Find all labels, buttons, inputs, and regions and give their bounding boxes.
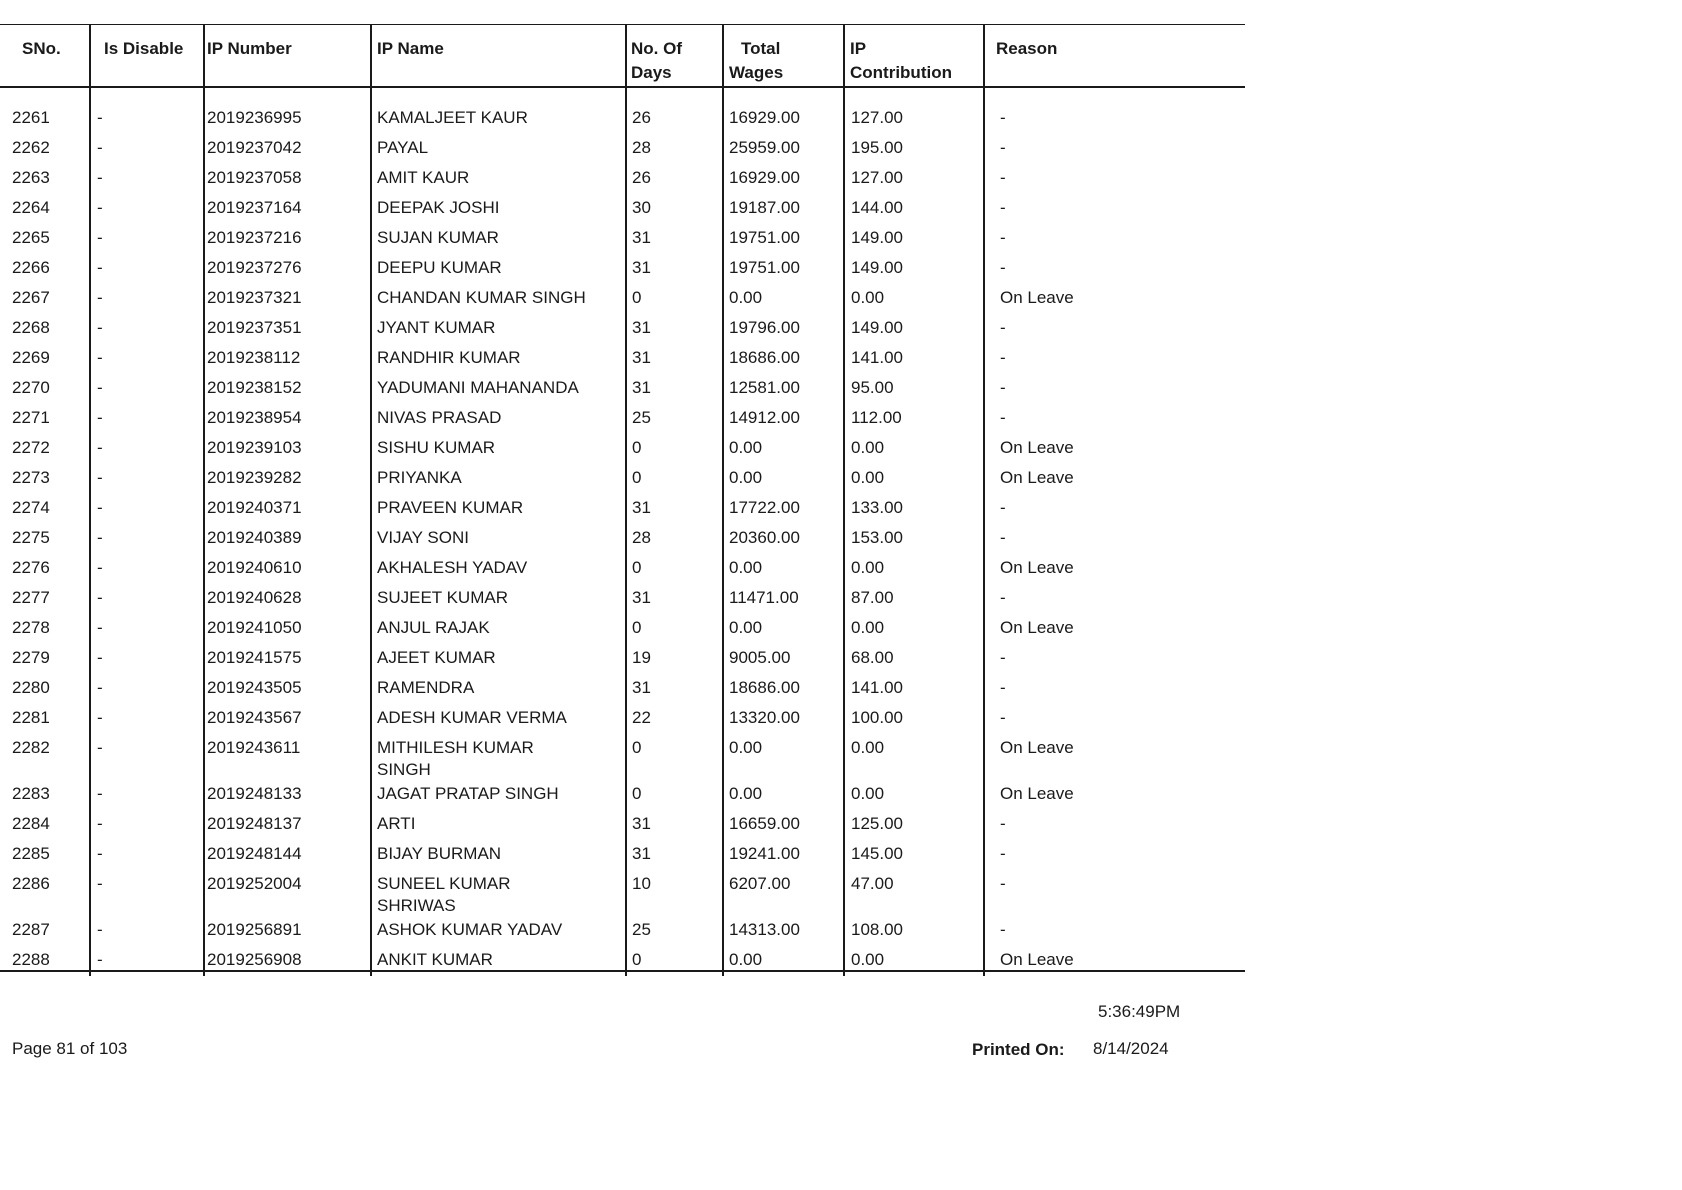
cell-ip-contribution: 95.00 — [851, 378, 894, 397]
cell-reason: - — [1000, 588, 1006, 607]
cell-total-wages: 0.00 — [729, 784, 763, 803]
cell-ip-contribution: 108.00 — [851, 920, 903, 939]
cell-reason: - — [1000, 844, 1006, 863]
cell-ip-name: VIJAY SONI — [377, 528, 469, 547]
cell-is-disable: - — [97, 648, 103, 667]
printed-on-label: Printed On: — [972, 1040, 1065, 1059]
cell-is-disable: - — [97, 378, 103, 397]
cell-days: 28 — [632, 528, 651, 547]
cell-days: 31 — [632, 318, 651, 337]
cell-is-disable: - — [97, 558, 103, 577]
header-sno: SNo. — [22, 39, 61, 58]
header-bottom-rule — [0, 86, 1245, 88]
cell-ip-name: JYANT KUMAR — [377, 318, 496, 337]
cell-total-wages: 14912.00 — [729, 408, 800, 427]
cell-reason: On Leave — [1000, 558, 1074, 577]
cell-days: 0 — [632, 784, 642, 803]
cell-reason: - — [1000, 814, 1006, 833]
cell-ip-name: MITHILESH KUMAR SINGH — [377, 738, 534, 779]
cell-total-wages: 25959.00 — [729, 138, 800, 157]
cell-ip-name: ADESH KUMAR VERMA — [377, 708, 567, 727]
cell-ip-number: 2019236995 — [207, 108, 302, 127]
cell-reason: - — [1000, 708, 1006, 727]
cell-reason: - — [1000, 138, 1006, 157]
cell-reason: - — [1000, 228, 1006, 247]
cell-is-disable: - — [97, 318, 103, 337]
cell-ip-contribution: 133.00 — [851, 498, 903, 517]
cell-is-disable: - — [97, 950, 103, 969]
header-reason: Reason — [996, 39, 1058, 58]
cell-total-wages: 0.00 — [729, 468, 763, 487]
cell-ip-name: ARTI — [377, 814, 416, 833]
cell-ip-number: 2019238112 — [207, 348, 301, 367]
cell-total-wages: 9005.00 — [729, 648, 791, 667]
cell-sno: 2266 — [12, 258, 50, 277]
cell-is-disable: - — [97, 920, 103, 939]
cell-total-wages: 19187.00 — [729, 198, 800, 217]
cell-total-wages: 0.00 — [729, 288, 763, 307]
cell-sno: 2275 — [12, 528, 50, 547]
cell-ip-number: 2019240371 — [207, 498, 302, 517]
cell-ip-number: 2019237276 — [207, 258, 302, 277]
cell-reason: - — [1000, 648, 1006, 667]
cell-reason: - — [1000, 528, 1006, 547]
cell-days: 0 — [632, 288, 642, 307]
cell-total-wages: 19751.00 — [729, 228, 800, 247]
cell-total-wages: 0.00 — [729, 950, 763, 969]
cell-ip-contribution: 141.00 — [851, 678, 903, 697]
cell-ip-number: 2019237321 — [207, 288, 302, 307]
cell-ip-contribution: 68.00 — [851, 648, 894, 667]
cell-ip-contribution: 0.00 — [851, 738, 885, 757]
cell-ip-contribution: 47.00 — [851, 874, 894, 893]
cell-reason: - — [1000, 874, 1006, 893]
cell-is-disable: - — [97, 784, 103, 803]
cell-ip-name: PRIYANKA — [377, 468, 462, 487]
cell-ip-number: 2019241575 — [207, 648, 302, 667]
cell-sno: 2271 — [12, 408, 50, 427]
cell-is-disable: - — [97, 348, 103, 367]
cell-is-disable: - — [97, 198, 103, 217]
cell-ip-number: 2019248144 — [207, 844, 302, 863]
cell-ip-number: 2019256891 — [207, 920, 302, 939]
cell-is-disable: - — [97, 468, 103, 487]
cell-days: 31 — [632, 678, 651, 697]
cell-ip-name: ANJUL RAJAK — [377, 618, 490, 637]
cell-is-disable: - — [97, 498, 103, 517]
cell-days: 22 — [632, 708, 651, 727]
cell-ip-number: 2019237351 — [207, 318, 302, 337]
cell-total-wages: 17722.00 — [729, 498, 800, 517]
cell-days: 31 — [632, 498, 651, 517]
cell-ip-name: CHANDAN KUMAR SINGH — [377, 288, 586, 307]
cell-ip-number: 2019240628 — [207, 588, 302, 607]
cell-ip-number: 2019240610 — [207, 558, 302, 577]
cell-sno: 2268 — [12, 318, 50, 337]
cell-ip-name: BIJAY BURMAN — [377, 844, 502, 863]
cell-ip-name: RANDHIR KUMAR — [377, 348, 521, 367]
cell-ip-name: AJEET KUMAR — [377, 648, 496, 667]
cell-is-disable: - — [97, 588, 103, 607]
cell-sno: 2281 — [12, 708, 50, 727]
cell-is-disable: - — [97, 168, 103, 187]
cell-reason: - — [1000, 348, 1006, 367]
cell-ip-number: 2019240389 — [207, 528, 302, 547]
cell-days: 26 — [632, 168, 651, 187]
cell-reason: On Leave — [1000, 288, 1074, 307]
cell-is-disable: - — [97, 874, 103, 893]
cell-ip-name: SUJAN KUMAR — [377, 228, 499, 247]
cell-reason: On Leave — [1000, 950, 1074, 969]
cell-ip-contribution: 127.00 — [851, 108, 903, 127]
cell-ip-contribution: 149.00 — [851, 318, 903, 337]
cell-sno: 2276 — [12, 558, 50, 577]
cell-sno: 2261 — [12, 108, 50, 127]
cell-sno: 2282 — [12, 738, 50, 757]
cell-reason: - — [1000, 378, 1006, 397]
cell-ip-name: ANKIT KUMAR — [377, 950, 493, 969]
cell-reason: - — [1000, 408, 1006, 427]
cell-reason: - — [1000, 920, 1006, 939]
cell-reason: - — [1000, 678, 1006, 697]
cell-days: 25 — [632, 408, 651, 427]
header-ip-name: IP Name — [377, 39, 444, 58]
cell-is-disable: - — [97, 258, 103, 277]
cell-ip-number: 2019237164 — [207, 198, 302, 217]
cell-ip-number: 2019243505 — [207, 678, 302, 697]
cell-sno: 2262 — [12, 138, 50, 157]
cell-ip-number: 2019256908 — [207, 950, 302, 969]
cell-ip-contribution: 0.00 — [851, 784, 885, 803]
cell-ip-contribution: 125.00 — [851, 814, 903, 833]
column-divider — [89, 24, 91, 976]
cell-ip-name: PRAVEEN KUMAR — [377, 498, 524, 517]
cell-total-wages: 20360.00 — [729, 528, 800, 547]
cell-total-wages: 18686.00 — [729, 678, 800, 697]
cell-sno: 2270 — [12, 378, 50, 397]
cell-ip-name: RAMENDRA — [377, 678, 475, 697]
cell-total-wages: 11471.00 — [729, 588, 799, 607]
header-contrib-line2: Contribution — [850, 63, 952, 82]
cell-is-disable: - — [97, 738, 103, 757]
cell-ip-contribution: 0.00 — [851, 288, 885, 307]
cell-reason: On Leave — [1000, 784, 1074, 803]
cell-ip-name: NIVAS PRASAD — [377, 408, 502, 427]
cell-total-wages: 19751.00 — [729, 258, 800, 277]
cell-ip-number: 2019241050 — [207, 618, 302, 637]
cell-is-disable: - — [97, 438, 103, 457]
cell-is-disable: - — [97, 108, 103, 127]
cell-reason: - — [1000, 198, 1006, 217]
cell-sno: 2273 — [12, 468, 50, 487]
cell-sno: 2286 — [12, 874, 50, 893]
cell-days: 0 — [632, 738, 642, 757]
cell-total-wages: 12581.00 — [729, 378, 800, 397]
header-contrib-line1: IP — [850, 39, 867, 58]
column-divider — [843, 24, 845, 976]
cell-ip-contribution: 153.00 — [851, 528, 903, 547]
column-divider — [625, 24, 627, 976]
cell-sno: 2287 — [12, 920, 50, 939]
header-days-line2: Days — [631, 63, 672, 82]
cell-ip-name: DEEPAK JOSHI — [377, 198, 500, 217]
cell-ip-contribution: 0.00 — [851, 438, 885, 457]
cell-reason: On Leave — [1000, 738, 1074, 757]
cell-total-wages: 16929.00 — [729, 108, 800, 127]
cell-total-wages: 16659.00 — [729, 814, 800, 833]
cell-total-wages: 18686.00 — [729, 348, 800, 367]
cell-days: 30 — [632, 198, 651, 217]
cell-ip-number: 2019239103 — [207, 438, 302, 457]
cell-ip-name: SISHU KUMAR — [377, 438, 496, 457]
cell-sno: 2274 — [12, 498, 50, 517]
header-days-line1: No. Of — [631, 39, 682, 58]
cell-total-wages: 0.00 — [729, 558, 763, 577]
header-wages-line1: Total — [741, 39, 781, 58]
cell-total-wages: 0.00 — [729, 618, 763, 637]
cell-ip-number: 2019248133 — [207, 784, 302, 803]
print-time: 5:36:49PM — [1098, 1002, 1181, 1021]
cell-ip-contribution: 0.00 — [851, 558, 885, 577]
cell-ip-contribution: 0.00 — [851, 618, 885, 637]
column-divider — [370, 24, 372, 976]
cell-days: 19 — [632, 648, 651, 667]
cell-ip-name: YADUMANI MAHANANDA — [377, 378, 579, 397]
cell-days: 0 — [632, 618, 642, 637]
cell-is-disable: - — [97, 678, 103, 697]
cell-sno: 2279 — [12, 648, 50, 667]
cell-total-wages: 19796.00 — [729, 318, 800, 337]
cell-ip-contribution: 100.00 — [851, 708, 903, 727]
cell-ip-contribution: 0.00 — [851, 950, 885, 969]
cell-sno: 2283 — [12, 784, 50, 803]
cell-days: 31 — [632, 378, 651, 397]
cell-ip-number: 2019243567 — [207, 708, 302, 727]
cell-ip-name: AMIT KAUR — [377, 168, 470, 187]
cell-sno: 2272 — [12, 438, 50, 457]
cell-ip-number: 2019237042 — [207, 138, 302, 157]
cell-is-disable: - — [97, 708, 103, 727]
cell-ip-contribution: 149.00 — [851, 258, 903, 277]
cell-ip-number: 2019239282 — [207, 468, 302, 487]
cell-sno: 2269 — [12, 348, 50, 367]
cell-ip-name: SUNEEL KUMAR SHRIWAS — [377, 874, 511, 915]
cell-ip-name: DEEPU KUMAR — [377, 258, 502, 277]
cell-reason: - — [1000, 258, 1006, 277]
cell-days: 31 — [632, 228, 651, 247]
cell-days: 31 — [632, 844, 651, 863]
cell-is-disable: - — [97, 814, 103, 833]
cell-reason: - — [1000, 498, 1006, 517]
cell-total-wages: 14313.00 — [729, 920, 800, 939]
cell-days: 31 — [632, 348, 651, 367]
cell-reason: On Leave — [1000, 468, 1074, 487]
cell-ip-contribution: 144.00 — [851, 198, 903, 217]
cell-ip-name: KAMALJEET KAUR — [377, 108, 528, 127]
column-divider — [203, 24, 205, 976]
cell-is-disable: - — [97, 288, 103, 307]
cell-ip-contribution: 141.00 — [851, 348, 903, 367]
cell-ip-contribution: 127.00 — [851, 168, 903, 187]
cell-sno: 2278 — [12, 618, 50, 637]
cell-ip-number: 2019252004 — [207, 874, 302, 893]
cell-days: 10 — [632, 874, 651, 893]
cell-is-disable: - — [97, 228, 103, 247]
cell-ip-name: ASHOK KUMAR YADAV — [377, 920, 563, 939]
cell-reason: - — [1000, 108, 1006, 127]
cell-ip-number: 2019237058 — [207, 168, 302, 187]
cell-sno: 2265 — [12, 228, 50, 247]
cell-days: 31 — [632, 588, 651, 607]
cell-sno: 2263 — [12, 168, 50, 187]
cell-reason: - — [1000, 168, 1006, 187]
cell-days: 31 — [632, 258, 651, 277]
cell-reason: On Leave — [1000, 618, 1074, 637]
cell-total-wages: 19241.00 — [729, 844, 800, 863]
cell-sno: 2277 — [12, 588, 50, 607]
cell-days: 25 — [632, 920, 651, 939]
cell-days: 0 — [632, 950, 642, 969]
cell-ip-contribution: 195.00 — [851, 138, 903, 157]
column-divider — [983, 24, 985, 976]
cell-days: 0 — [632, 468, 642, 487]
cell-ip-number: 2019238954 — [207, 408, 302, 427]
column-divider — [722, 24, 724, 976]
header-ip-number: IP Number — [207, 39, 292, 58]
cell-days: 26 — [632, 108, 651, 127]
cell-reason: - — [1000, 318, 1006, 337]
page-number: Page 81 of 103 — [12, 1039, 128, 1058]
cell-ip-contribution: 0.00 — [851, 468, 885, 487]
cell-total-wages: 0.00 — [729, 738, 763, 757]
cell-total-wages: 6207.00 — [729, 874, 791, 893]
cell-ip-contribution: 87.00 — [851, 588, 894, 607]
cell-is-disable: - — [97, 844, 103, 863]
cell-ip-number: 2019243611 — [207, 738, 301, 757]
cell-sno: 2284 — [12, 814, 50, 833]
cell-ip-number: 2019248137 — [207, 814, 302, 833]
cell-sno: 2264 — [12, 198, 50, 217]
cell-is-disable: - — [97, 528, 103, 547]
cell-is-disable: - — [97, 408, 103, 427]
cell-days: 28 — [632, 138, 651, 157]
header-wages-line2: Wages — [729, 63, 784, 82]
cell-days: 0 — [632, 438, 642, 457]
cell-sno: 2280 — [12, 678, 50, 697]
cell-ip-contribution: 112.00 — [851, 408, 902, 427]
cell-ip-number: 2019238152 — [207, 378, 302, 397]
table-top-rule — [0, 24, 1245, 25]
header-is-disable: Is Disable — [104, 39, 184, 58]
cell-reason: On Leave — [1000, 438, 1074, 457]
cell-sno: 2267 — [12, 288, 50, 307]
cell-is-disable: - — [97, 618, 103, 637]
cell-ip-name: JAGAT PRATAP SINGH — [377, 784, 559, 803]
cell-total-wages: 16929.00 — [729, 168, 800, 187]
cell-total-wages: 0.00 — [729, 438, 763, 457]
cell-ip-name: AKHALESH YADAV — [377, 558, 528, 577]
cell-ip-number: 2019237216 — [207, 228, 302, 247]
cell-ip-contribution: 149.00 — [851, 228, 903, 247]
cell-sno: 2285 — [12, 844, 50, 863]
cell-sno: 2288 — [12, 950, 50, 969]
cell-ip-name: SUJEET KUMAR — [377, 588, 508, 607]
cell-days: 31 — [632, 814, 651, 833]
cell-ip-contribution: 145.00 — [851, 844, 903, 863]
printed-on-date: 8/14/2024 — [1093, 1039, 1169, 1058]
cell-days: 0 — [632, 558, 642, 577]
cell-is-disable: - — [97, 138, 103, 157]
cell-total-wages: 13320.00 — [729, 708, 800, 727]
cell-ip-name: PAYAL — [377, 138, 429, 157]
